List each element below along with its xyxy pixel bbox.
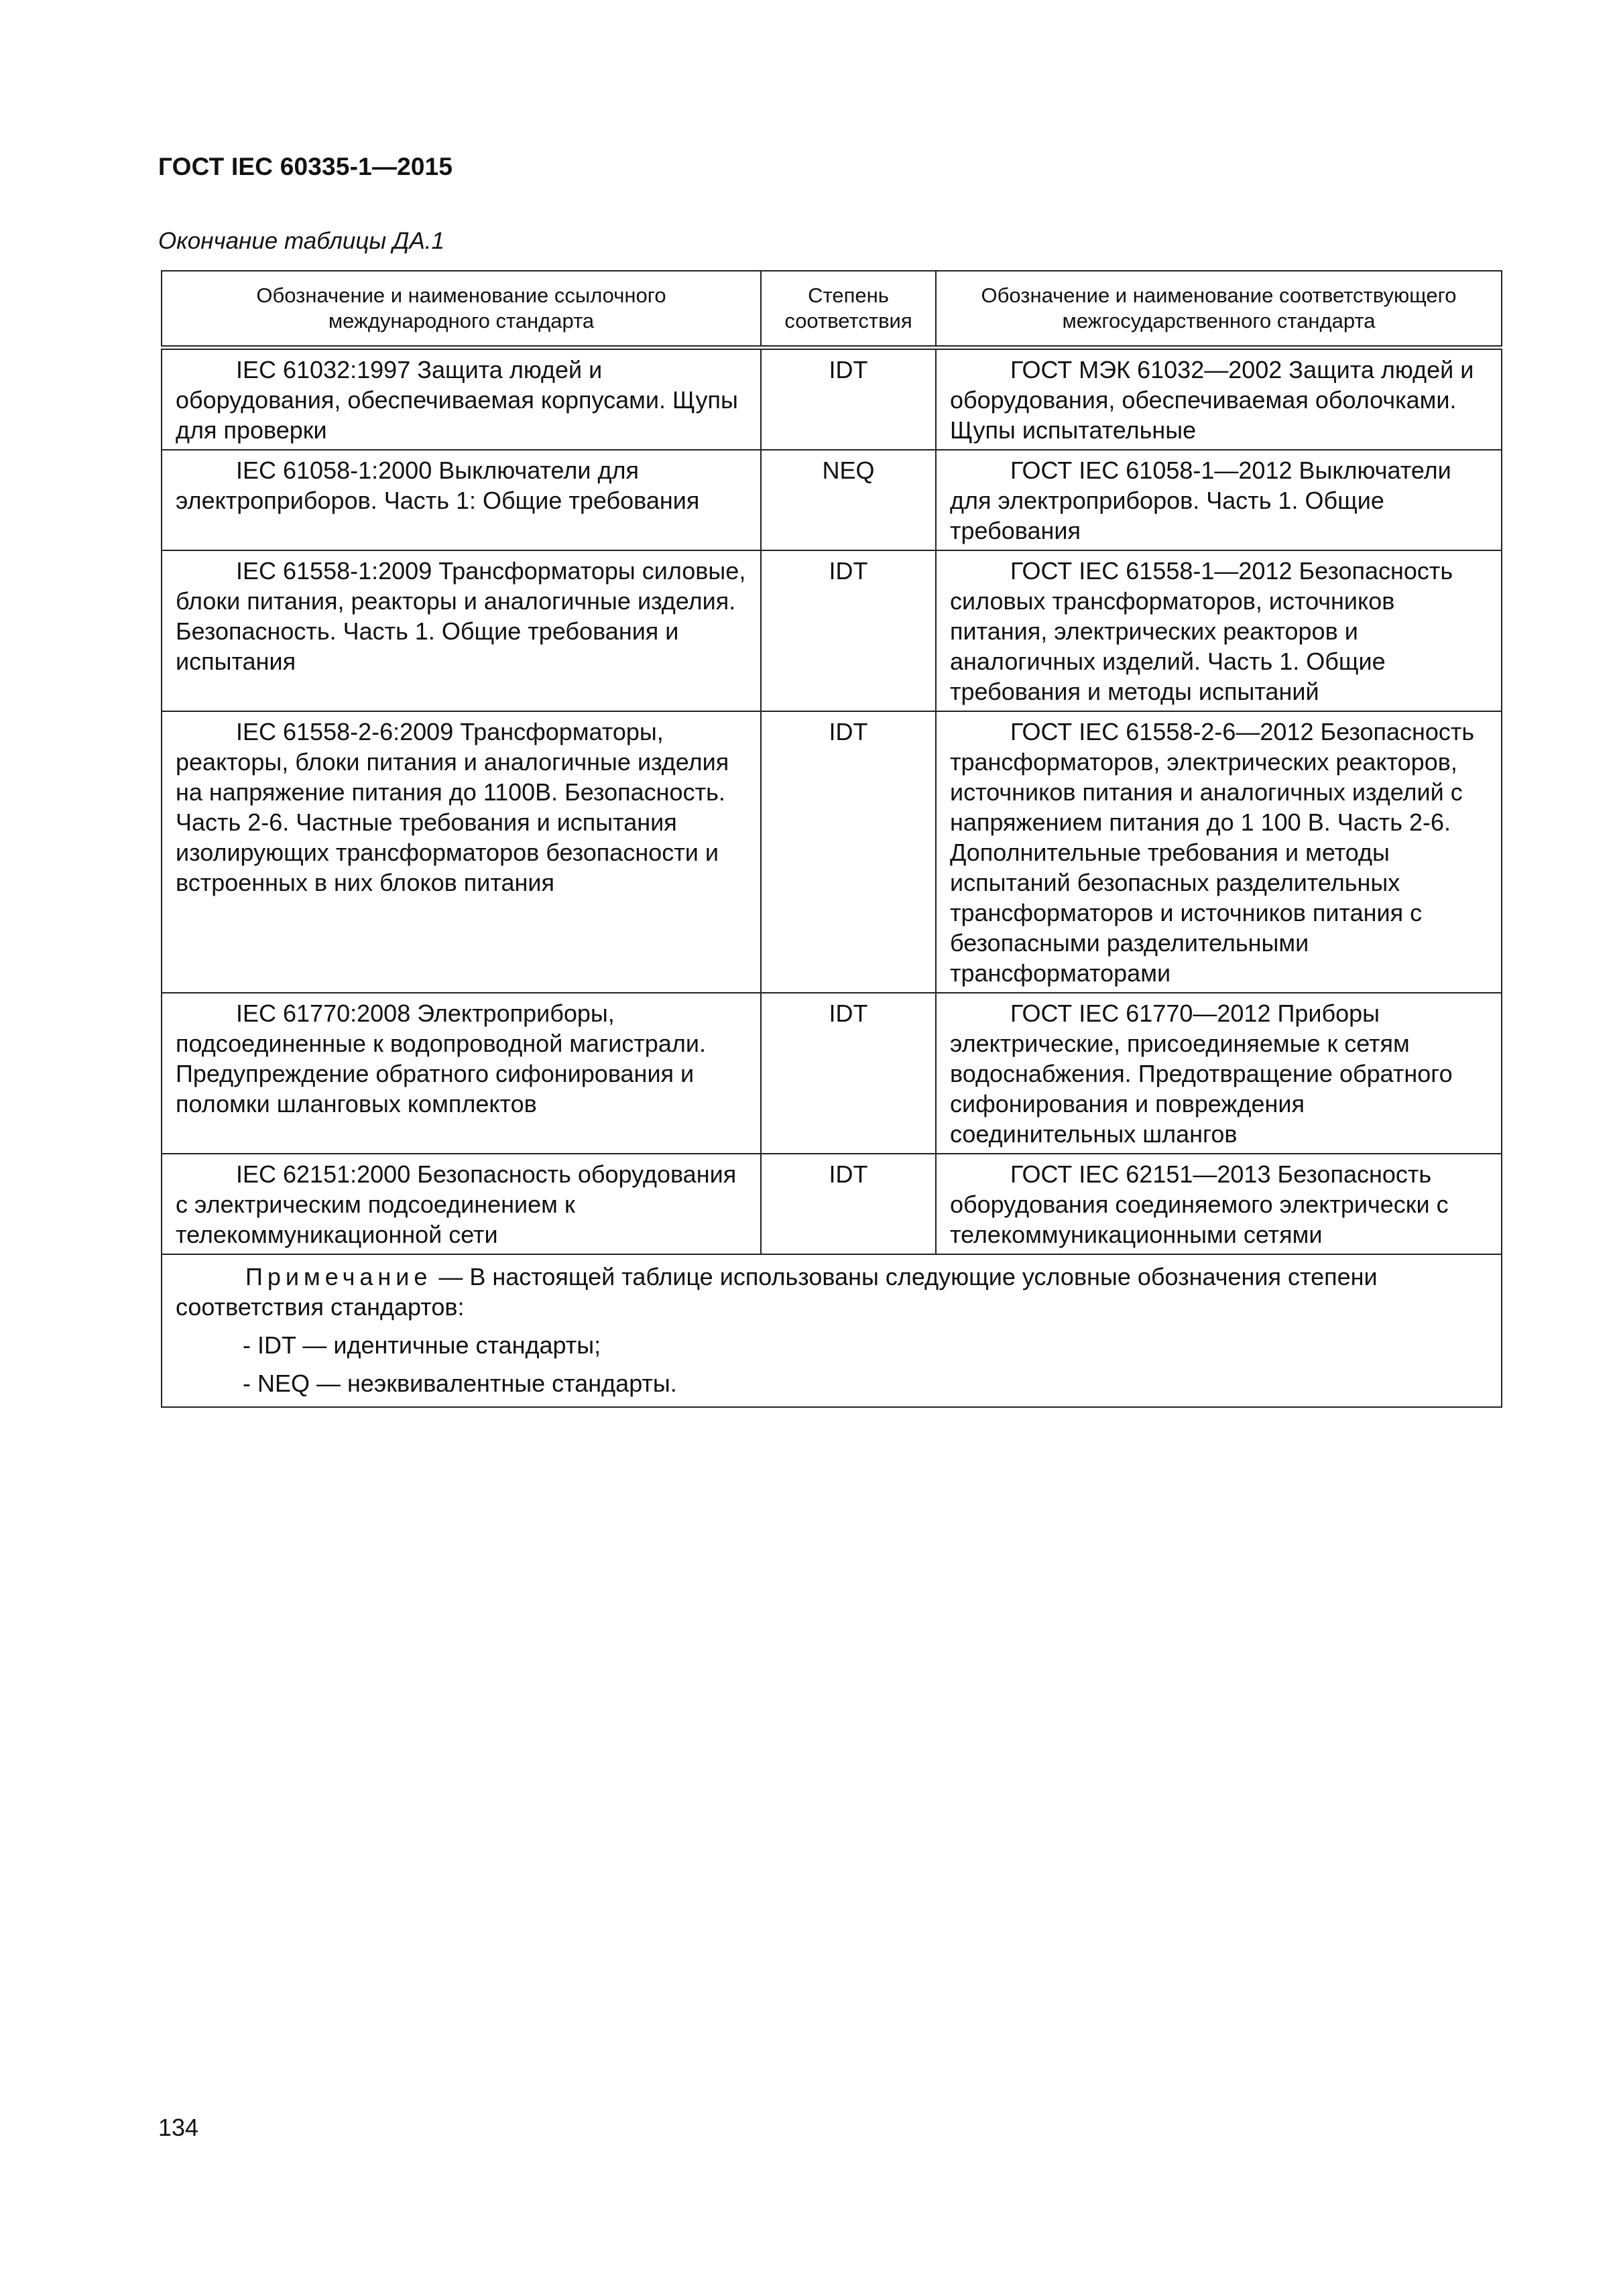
international-standard-cell: IEC 61558-1:2009 Трансформаторы силовые, блоки питания, реакторы и аналогичные изделия. Безопасность. Часть 1. Общие требования и испытания bbox=[162, 550, 761, 711]
table-row bbox=[162, 550, 1502, 711]
interstate-standard-cell: ГОСТ IEC 61558-2-6—2012 Безопасность трансформаторов, электрических реакторов, источников питания и аналогичных изделий с напряжением питания до 1 100 В. Часть 2-6. Дополнительные требования и методы испытаний безопасных разделительных трансформаторов и источников питания с безопасными разделительными трансформаторами bbox=[936, 711, 1502, 993]
table-header-row bbox=[162, 271, 1502, 348]
table-caption: Окончание таблицы ДА.1 bbox=[158, 228, 444, 254]
international-standard-cell: IEC 61770:2008 Электроприборы, подсоединенные к водопроводной магистрали. Предупреждение обратного сифонирования и поломки шланговых комплектов bbox=[162, 993, 761, 1154]
degree-cell: IDT bbox=[761, 711, 936, 993]
international-standard-cell: IEC 62151:2000 Безопасность оборудования с электрическим подсоединением к телекоммуникационной сети bbox=[162, 1154, 761, 1254]
note-text: — В настоящей таблице использованы следующие условные обозначения степени соответствия стандартов: bbox=[176, 1263, 1378, 1321]
note-row bbox=[162, 1254, 1502, 1407]
note-label: Примечание bbox=[245, 1263, 432, 1290]
international-standard-cell: IEC 61558-2-6:2009 Трансформаторы, реакторы, блоки питания и аналогичные изделия на напряжение питания до 1100В. Безопасность. Часть 2-6. Частные требования и испытания изолирующих трансформаторов безопасности и встроенных в них блоков питания bbox=[162, 711, 761, 993]
interstate-standard-cell: ГОСТ IEC 61770—2012 Приборы электрические, присоединяемые к сетям водоснабжения. Предотвращение обратного сифонирования и повреждения соединительных шлангов bbox=[936, 993, 1502, 1154]
international-standard-cell: IEC 61032:1997 Защита людей и оборудования, обеспечиваемая корпусами. Щупы для проверки bbox=[162, 348, 761, 450]
note-item-idt: - IDT — идентичные стандарты; bbox=[243, 1331, 601, 1359]
document-header: ГОСТ IEC 60335-1—2015 bbox=[158, 153, 453, 180]
standards-table bbox=[161, 270, 1502, 1408]
interstate-standard-cell: ГОСТ IEC 61058-1—2012 Выключатели для электроприборов. Часть 1. Общие требования bbox=[936, 450, 1502, 550]
table-row bbox=[162, 450, 1502, 550]
interstate-standard-cell: ГОСТ МЭК 61032—2002 Защита людей и оборудования, обеспечиваемая оболочками. Щупы испытательные bbox=[936, 348, 1502, 450]
page-number: 134 bbox=[158, 2114, 199, 2141]
table-row bbox=[162, 993, 1502, 1154]
table-row bbox=[162, 711, 1502, 993]
degree-cell: IDT bbox=[761, 1154, 936, 1254]
international-standard-cell: IEC 61058-1:2000 Выключатели для электроприборов. Часть 1: Общие требования bbox=[162, 450, 761, 550]
table-row bbox=[162, 348, 1502, 450]
note-paragraph bbox=[176, 1262, 1488, 1322]
degree-cell: NEQ bbox=[761, 450, 936, 550]
table-row bbox=[162, 1154, 1502, 1254]
column-header-degree: Степень соответствия bbox=[761, 271, 936, 348]
table-note bbox=[162, 1254, 1502, 1407]
interstate-standard-cell: ГОСТ IEC 62151—2013 Безопасность оборудования соединяемого электрически с телекоммуникационными сетями bbox=[936, 1154, 1502, 1254]
degree-cell: IDT bbox=[761, 993, 936, 1154]
degree-cell: IDT bbox=[761, 348, 936, 450]
note-item-neq: - NEQ — неэквивалентные стандарты. bbox=[243, 1370, 677, 1397]
column-header-interstate: Обозначение и наименование соответствующего межгосударственного стандарта bbox=[936, 271, 1502, 348]
interstate-standard-cell: ГОСТ IEC 61558-1—2012 Безопасность силовых трансформаторов, источников питания, электрических реакторов и аналогичных изделий. Часть 1. Общие требования и методы испытаний bbox=[936, 550, 1502, 711]
degree-cell: IDT bbox=[761, 550, 936, 711]
column-header-international: Обозначение и наименование ссылочного международного стандарта bbox=[162, 271, 761, 348]
